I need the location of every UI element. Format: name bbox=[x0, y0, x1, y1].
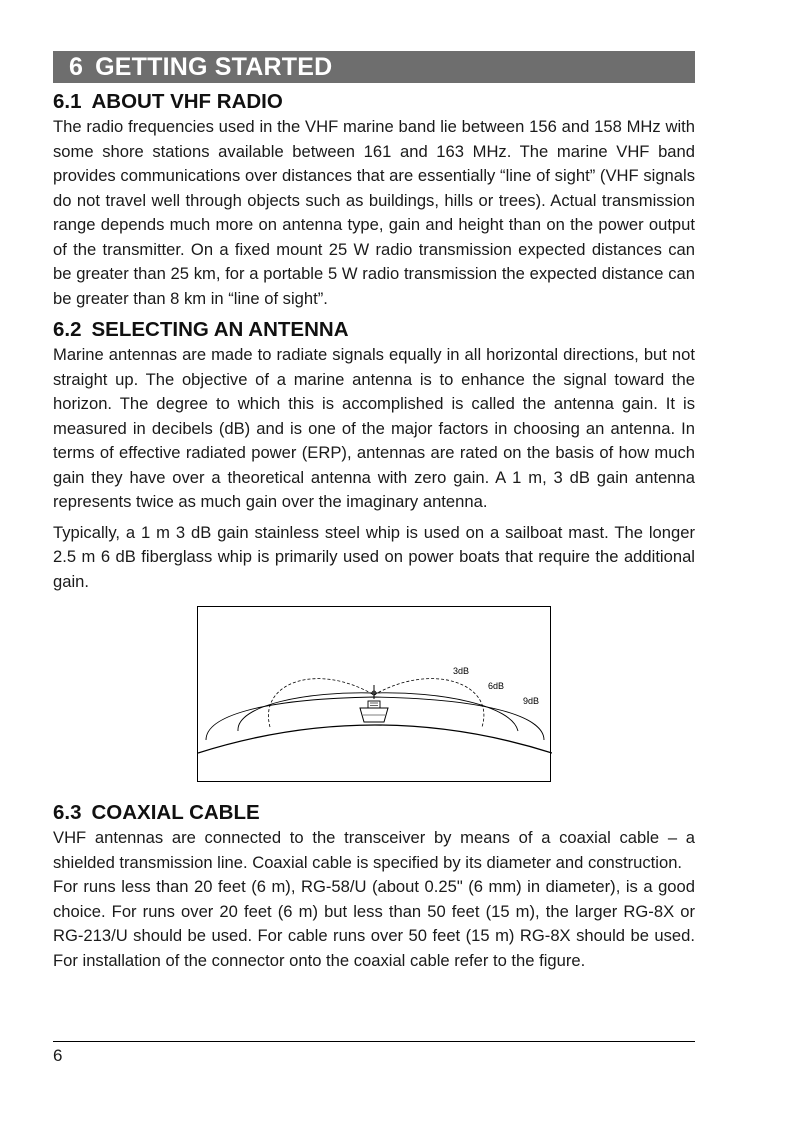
label-6db: 6dB bbox=[488, 681, 505, 691]
section-heading-selecting-antenna bbox=[53, 317, 695, 343]
paragraph-coax-runs: For runs less than 20 feet (6 m), RG-58/U (about 0.25" (6 mm) in diameter), is a good choice. For runs over 20 feet (6 m) but less than 50 feet (15 m), the larger RG-8X or RG-213/U should be used. For cable runs over 50 feet (15 m) RG-8X should be used. For installation of the connector onto the coaxial cable refer to the figure. bbox=[53, 877, 695, 970]
chapter-heading bbox=[53, 51, 695, 83]
chapter-number: 6 bbox=[69, 53, 84, 81]
label-9db: 9dB bbox=[523, 696, 540, 706]
chapter-title: GETTING STARTED bbox=[95, 53, 333, 81]
section-heading-about-vhf-radio bbox=[53, 89, 695, 115]
page-content bbox=[53, 51, 695, 973]
footer-rule bbox=[53, 1041, 695, 1042]
section-number: 6.2 bbox=[53, 318, 82, 341]
boat-icon bbox=[360, 685, 388, 722]
paragraph-about-vhf: The radio frequencies used in the VHF marine band lie between 156 and 158 MHz with some shore stations available between 161 and 163 MHz. The marine VHF band provides communications over distances that are essentially “line of sight” (VHF signals do not travel well through objects such as buildings, hills or trees). Actual transmission range depends much more on antenna type, gain and height than on the power output of the transmitter. On a fixed mount 25 W radio transmission expected distances can be greater than 25 km, for a portable 5 W radio transmission the expected distance can be greater than 8 km in “line of sight”. bbox=[53, 117, 695, 308]
section-title: SELECTING AN ANTENNA bbox=[91, 318, 349, 341]
pattern-3db-right bbox=[374, 679, 484, 727]
paragraph-coax-intro: VHF antennas are connected to the transceiver by means of a coaxial cable – a shielded transmission line. Coaxial cable is specified by its diameter and construction. bbox=[53, 828, 695, 872]
section-heading-coaxial-cable bbox=[53, 800, 695, 826]
section-title: COAXIAL CABLE bbox=[91, 801, 260, 824]
paragraph-antenna-gain: Marine antennas are made to radiate signals equally in all horizontal directions, but not straight up. The objective of a marine antenna is to enhance the signal toward the horizon. The degree to which this is accomplished is called the antenna gain. It is measured in decibels (dB) and is one of the major factors in choosing an antenna. In terms of effective radiated power (ERP), antennas are rated on the basis of how much gain they have over a theoretical antenna with zero gain. A 1 m, 3 dB gain antenna represents twice as much gain over the imaginary antenna. bbox=[53, 345, 695, 511]
earth-curve bbox=[198, 725, 552, 753]
radiation-pattern-diagram bbox=[198, 607, 552, 783]
label-3db: 3dB bbox=[453, 666, 470, 676]
antenna-gain-figure bbox=[197, 606, 551, 782]
section-number: 6.1 bbox=[53, 90, 82, 113]
section-number: 6.3 bbox=[53, 801, 82, 824]
page-number: 6 bbox=[53, 1046, 63, 1065]
section-title: ABOUT VHF RADIO bbox=[91, 90, 283, 113]
paragraph-antenna-types: Typically, a 1 m 3 dB gain stainless steel whip is used on a sailboat mast. The longer 2.5 m 6 dB fiberglass whip is primarily used on power boats that require the additional gain. bbox=[53, 522, 695, 591]
